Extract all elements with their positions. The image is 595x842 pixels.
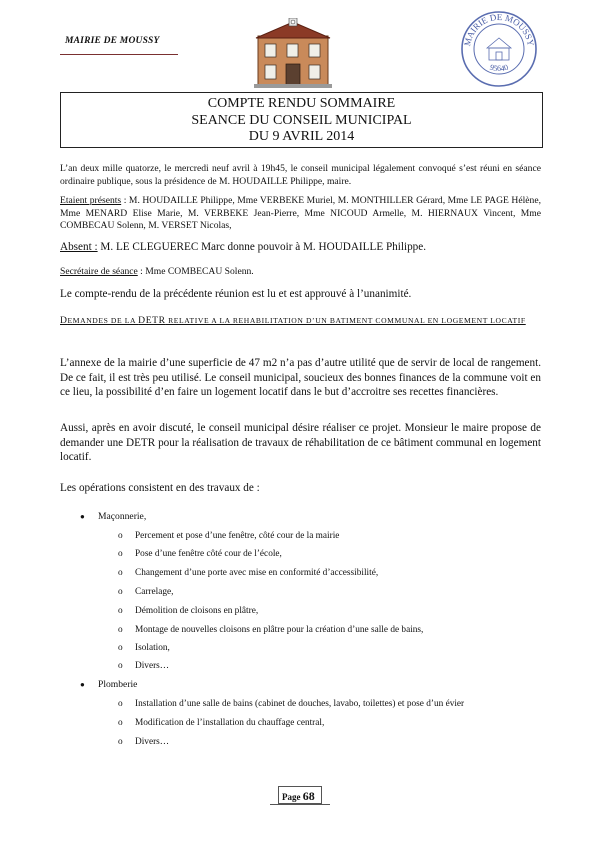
secretary-text: : Mme COMBECAU Solenn. xyxy=(137,266,254,277)
title-line-2: SEANCE DU CONSEIL MUNICIPAL xyxy=(191,112,412,128)
list-item: o Démolition de cloisons en plâtre, xyxy=(118,606,259,616)
section-heading: DEMANDES DE LA DETR RELATIVE A LA REHABILITATION D’UN BATIMENT COMMUNAL EN LOGEMENT LOCATIF xyxy=(60,315,526,326)
list-item: o Isolation, xyxy=(118,643,170,653)
secretary-paragraph xyxy=(60,266,541,279)
page-label: Page xyxy=(282,792,301,802)
header-rule xyxy=(60,54,178,55)
seal-text-top: MAIRIE DE MOUSSY xyxy=(462,11,536,47)
absent-label: Absent : xyxy=(60,241,98,253)
list-item: ● Maçonnerie, xyxy=(80,511,147,522)
page-number: 68 xyxy=(302,789,315,803)
list-item: o Pose d’une fenêtre côté cour de l’école, xyxy=(118,549,282,559)
approval-paragraph: Le compte-rendu de la précédente réunion est lu et est approuvé à l’unanimité. xyxy=(60,288,412,300)
list-item: o Divers… xyxy=(118,737,170,747)
list-item: o Carrelage, xyxy=(118,587,174,597)
svg-text:MAIRIE DE MOUSSY xyxy=(462,12,536,47)
absent-text: M. LE CLEGUEREC Marc donne pouvoir à M. HOUDAILLE Philippe. xyxy=(97,241,427,253)
list-item: o Montage de nouvelles cloisons en plâtre pour la création d’une salle de bains, xyxy=(118,625,424,635)
list-item: o Modification de l’installation du chauffage central, xyxy=(118,718,325,728)
presents-text: : M. HOUDAILLE Philippe, Mme VERBEKE Muriel, M. MONTHILLER Gérard, Mme LE PAGE Hélène, Mme MENARD Elise Marie, M. VERBEKE Jean-Pierre, Mme NICOUD Armelle, M. HIERNAUX Vincent, Mme COMBECAU Solenn, M. VERSET Nicolas, xyxy=(60,195,541,231)
list-item: o Percement et pose d’une fenêtre, côté cour de la mairie xyxy=(118,531,340,541)
list-item: o Changement d’une porte avec mise en conformité d’accessibilité, xyxy=(118,568,379,578)
page-number-box xyxy=(278,786,322,804)
annex-paragraph: L’annexe de la mairie d’une superficie de 47 m2 n’a pas d’autre utilité que de servir de local de rangement. De ce fait, il est très peu utilisé. Le conseil municipal, soucieux des bonnes finances de la commune voit en ce lieu, la possibilité d’en faire un logement locatif dans le but d’accroitre ses recettes financières. xyxy=(60,357,541,399)
header-label: MAIRIE DE MOUSSY xyxy=(65,36,160,46)
absent-paragraph xyxy=(60,240,541,255)
presents-label: Etaient présents xyxy=(60,195,122,206)
mairie-seal-stamp xyxy=(460,10,538,88)
document-title-box xyxy=(60,92,543,148)
list-item: o Divers… xyxy=(118,661,170,671)
title-line-3: DU 9 AVRIL 2014 xyxy=(248,129,355,144)
presents-paragraph xyxy=(60,195,541,233)
intro-paragraph: L’an deux mille quatorze, le mercredi neuf avril à 19h45, le conseil municipal légalement convoqué s’est réuni en séance ordinaire publique, sous la présidence de M. HOUDAILLE Philippe, maire. xyxy=(60,163,541,187)
list-item: o Installation d’une salle de bains (cabinet de douches, lavabo, toilettes) et pose d’un évier xyxy=(118,699,465,709)
project-paragraph: Aussi, après en avoir discuté, le conseil municipal désire réaliser ce projet. Monsieur le maire propose de demander une DETR pour la réalisation de travaux de réhabilitation de ce bâtiment communal en logement locatif. xyxy=(60,422,541,464)
town-hall-logo xyxy=(254,18,332,88)
operations-intro: Les opérations consistent en des travaux de : xyxy=(60,482,260,494)
footer-rule xyxy=(270,804,330,805)
seal-text-bottom: 95640 xyxy=(488,62,510,74)
title-line-1: COMPTE RENDU SOMMAIRE xyxy=(207,96,396,111)
secretary-label: Secrétaire de séance xyxy=(60,266,138,277)
list-item: ● Plomberie xyxy=(80,679,138,690)
svg-text:95640 xyxy=(489,63,510,74)
